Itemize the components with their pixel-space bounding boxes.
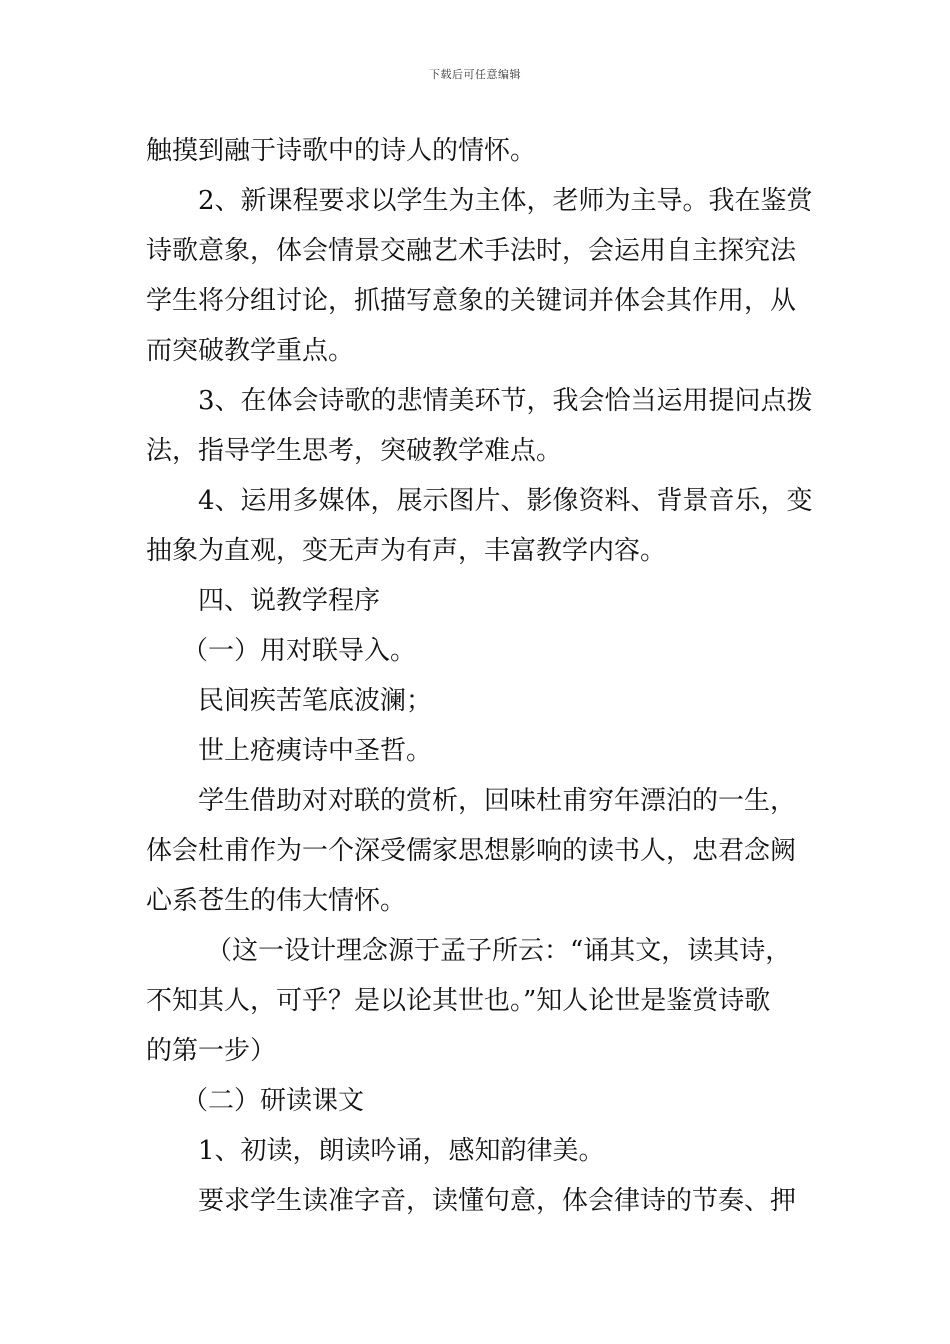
paragraph-line: 1、初读，朗读吟诵，感知韵律美。 [198,1136,605,1166]
paragraph-line: 学生将分组讨论，抓描写意象的关键词并体会其作用，从 [146,286,797,316]
paragraph-line: 心系苍生的伟大情怀。 [146,886,407,916]
page-header: 下载后可任意编辑 [429,68,521,81]
paragraph-line: 要求学生读准字音，读懂句意，体会律诗的节奏、押 [198,1186,797,1216]
paragraph-line: 触摸到融于诗歌中的诗人的情怀。 [146,136,537,166]
couplet-line: 世上疮痍诗中圣哲。 [198,736,433,766]
paragraph-line: 法，指导学生思考，突破教学难点。 [146,436,563,466]
paragraph-line: 不知其人，可乎？是以论其世也。”知人论世是鉴赏诗歌 [146,986,771,1016]
section-heading: 四、说教学程序 [198,586,381,616]
paragraph-line: 而突破教学重点。 [146,336,355,366]
document-body [146,126,813,1226]
paragraph-line: 4、运用多媒体，展示图片、影像资料、背景音乐，变 [198,486,813,516]
paragraph-line: （这一设计理念源于孟子所云：“诵其文，读其诗， [206,936,792,966]
paragraph-line: 2、新课程要求以学生为主体，老师为主导。我在鉴赏 [198,186,813,216]
paragraph-line: 抽象为直观，变无声为有声，丰富教学内容。 [146,536,667,566]
subsection-heading: （一）用对联导入。 [182,636,417,666]
paragraph-line: 诗歌意象，体会情景交融艺术手法时，会运用自主探究法 [146,236,797,266]
paragraph-line: 体会杜甫作为一个深受儒家思想影响的读书人，忠君念阙 [146,836,797,866]
subsection-heading: （二）研读课文 [182,1086,365,1116]
paragraph-line: 3、在体会诗歌的悲情美环节，我会恰当运用提问点拨 [198,386,813,416]
paragraph-line: 的第一步） [146,1036,277,1066]
paragraph-line: 学生借助对对联的赏析，回味杜甫穷年漂泊的一生， [198,786,797,816]
couplet-line: 民间疾苦笔底波澜； [198,686,433,716]
